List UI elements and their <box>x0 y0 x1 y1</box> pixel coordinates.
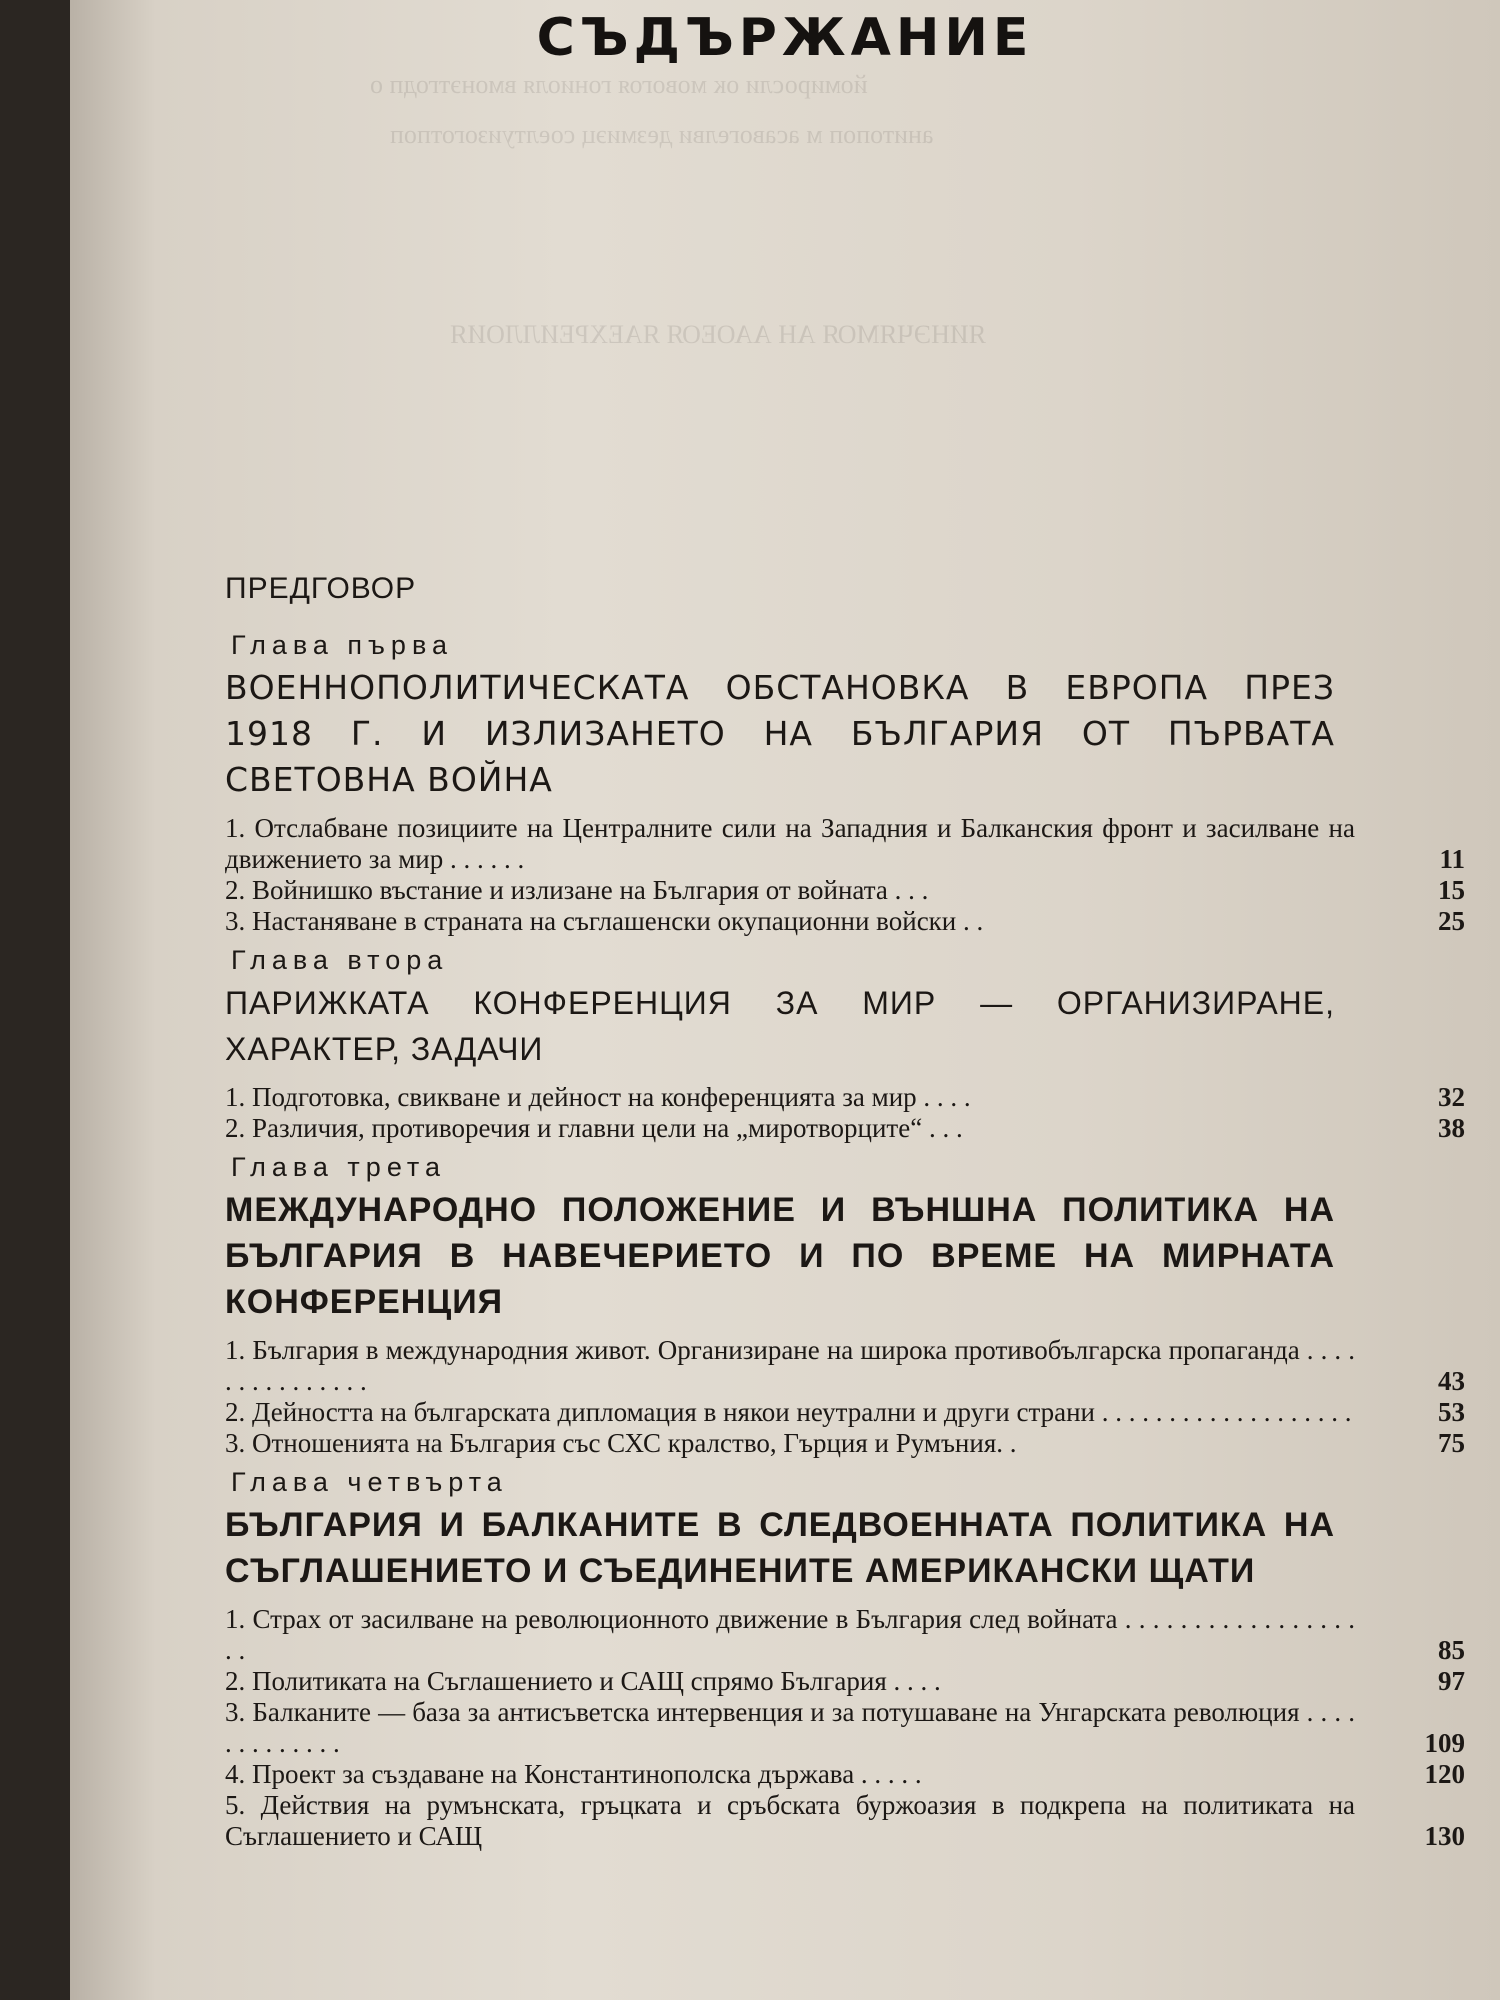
chapter-title: МЕЖДУНАРОДНО ПОЛОЖЕНИЕ И ВЪНШНА ПОЛИТИКА НА БЪЛГАРИЯ В НАВЕЧЕРИЕТО И ПО ВРЕМЕ НА МИРНАТА КОНФЕРЕНЦИЯ <box>225 1191 1335 1321</box>
toc-item <box>225 1697 1475 1759</box>
toc-item <box>225 1397 1475 1428</box>
toc-item <box>225 813 1475 875</box>
chapter-label: Глава втора <box>231 945 449 975</box>
toc-item <box>225 906 1475 937</box>
toc-item-text: 3. Балканите — база за антисъветска интервенция и за потушаване на Унгарската революция . . . . . . . . . . . . . <box>225 1697 1355 1758</box>
toc-item-page: 25 <box>1438 906 1465 936</box>
table-of-contents <box>225 572 1475 1858</box>
toc-item-page: 130 <box>1424 1821 1465 1851</box>
chapter-title: ПАРИЖКАТА КОНФЕРЕНЦИЯ ЗА МИР — ОРГАНИЗИРАНЕ, ХАРАКТЕР, ЗАДАЧИ <box>225 985 1335 1067</box>
toc-item-text: 1. България в международния живот. Организиране на широка противобългарска пропаганда . . . . . . . . . . . . . . . <box>225 1335 1355 1396</box>
toc-item-page: 120 <box>1424 1759 1465 1789</box>
toc-item <box>225 1428 1475 1459</box>
toc-item-text: 2. Различия, противоречия и главни цели на „миротворците“ . . . <box>225 1113 963 1143</box>
toc-item <box>225 1335 1475 1397</box>
toc-item <box>225 1666 1475 1697</box>
chapter-title: БЪЛГАРИЯ И БАЛКАНИТЕ В СЛЕДВОЕННАТА ПОЛИТИКА НА СЪГЛАШЕНИЕТО И СЪЕДИНЕНИТЕ АМЕРИКАНСКИ ЩАТИ <box>225 1506 1335 1590</box>
toc-item-page: 53 <box>1438 1397 1465 1427</box>
toc-item-text: 3. Настаняване в страната на съглашенски окупационни войски . . <box>225 906 984 936</box>
bleed-through-text: ЯИНЭЧЯМОЯ АН ААОЕОЯ ЯАЕХРЕИЛЛОИЯ <box>450 320 986 349</box>
toc-item-text: 2. Войнишко въстание и излизане на България от войната . . . <box>225 875 929 905</box>
chapter-title: ВОЕННОПОЛИТИЧЕСКАТА ОБСТАНОВКА В ЕВРОПА ПРЕЗ 1918 Г. И ИЗЛИЗАНЕТО НА БЪЛГАРИЯ ОТ ПЪРВАТА СВЕТОВНА ВОЙНА <box>225 668 1335 799</box>
toc-item-page: 43 <box>1438 1366 1465 1396</box>
chapter-label: Глава трета <box>231 1152 447 1182</box>
bleed-through-text: йомиросли ок мовогоя гониоля вмонэтгодп о <box>370 70 868 99</box>
toc-item-text: 2. Политиката на Съглашението и САЩ спрямо България . . . . <box>225 1666 941 1696</box>
toc-item-page: 15 <box>1438 875 1465 905</box>
toc-item <box>225 1604 1475 1666</box>
toc-item-page: 109 <box>1424 1728 1465 1758</box>
toc-item <box>225 1759 1475 1790</box>
toc-item <box>225 1790 1475 1852</box>
chapter-1 <box>225 630 1475 937</box>
chapter-4 <box>225 1467 1475 1852</box>
toc-item-page: 38 <box>1438 1113 1465 1143</box>
toc-item-page: 75 <box>1438 1428 1465 1458</box>
preface-entry: ПРЕДГОВОР <box>225 572 417 605</box>
toc-item <box>225 1113 1475 1144</box>
chapter-3 <box>225 1152 1475 1459</box>
toc-item <box>225 1082 1475 1113</box>
toc-item-page: 32 <box>1438 1082 1465 1112</box>
toc-item-text: 1. Подготовка, свикване и дейност на конференцията за мир . . . . <box>225 1082 971 1112</box>
toc-item-page: 97 <box>1438 1666 1465 1696</box>
toc-item-text: 1. Страх от засилване на революционното движение в България след войната . . . . . . . . . . . . . . . . . . . <box>225 1604 1355 1665</box>
toc-item-text: 5. Действия на румънската, гръцката и сръбската буржоазия в подкрепа на политиката на Съглашението и САЩ <box>225 1790 1355 1851</box>
toc-item-page: 85 <box>1438 1635 1465 1665</box>
chapter-2 <box>225 945 1475 1144</box>
toc-item-text: 2. Дейността на българската дипломация в някои неутрални и други страни . . . . . . . . . . . . . . . . . . . <box>225 1397 1352 1427</box>
bleed-through-text: анитопоп м асавогелви дезмиэц соелтуизоготпоп <box>390 120 934 149</box>
toc-item-page: 11 <box>1439 844 1465 874</box>
toc-item <box>225 875 1475 906</box>
chapter-label: Глава четвърта <box>231 1467 508 1497</box>
toc-item-text: 1. Отслабване позициите на Централните сили на Западния и Балканския фронт и засилване на движението за мир . . . . . . <box>225 813 1355 874</box>
page-title: СЪДЪРЖАНИЕ <box>536 8 1034 68</box>
toc-item-text: 3. Отношенията на България със СХС кралство, Гърция и Румъния. . <box>225 1428 1017 1458</box>
book-page <box>70 0 1500 2000</box>
chapter-label: Глава първа <box>231 630 454 660</box>
toc-item-text: 4. Проект за създаване на Константинополска държава . . . . . <box>225 1759 922 1789</box>
